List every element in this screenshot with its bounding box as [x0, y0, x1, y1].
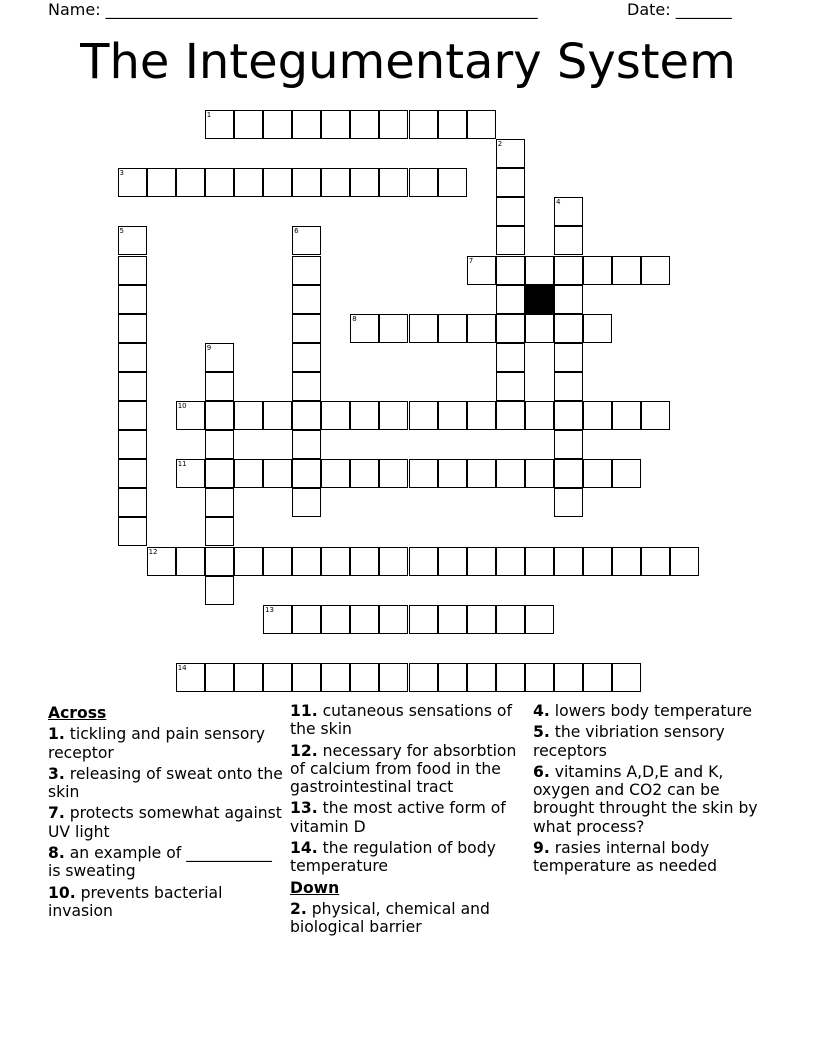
- grid-cell[interactable]: [438, 459, 467, 488]
- grid-cell[interactable]: [263, 547, 292, 576]
- grid-cell[interactable]: [205, 430, 234, 459]
- grid-cell[interactable]: [409, 314, 438, 343]
- grid-cell[interactable]: [467, 459, 496, 488]
- grid-cell[interactable]: [409, 663, 438, 692]
- grid-cell[interactable]: [350, 547, 379, 576]
- cell-number: 3: [119, 169, 124, 178]
- grid-cell[interactable]: [496, 197, 525, 226]
- grid-cell[interactable]: [205, 110, 234, 139]
- grid-cell[interactable]: [292, 343, 321, 372]
- grid-cell[interactable]: [176, 663, 205, 692]
- grid-cell[interactable]: [205, 488, 234, 517]
- grid-cell[interactable]: [234, 459, 263, 488]
- grid-cell[interactable]: [409, 459, 438, 488]
- clue-across-3: 3. releasing of sweat onto the skin: [48, 764, 283, 802]
- grid-cell[interactable]: [292, 547, 321, 576]
- clue-down-6: 6. vitamins A,D,E and K, oxygen and CO2 can be brought throught the skin by what process?: [533, 762, 758, 836]
- grid-cell[interactable]: [292, 285, 321, 314]
- grid-cell[interactable]: [496, 459, 525, 488]
- cell-number: 4: [556, 198, 561, 207]
- cell-number: 7: [468, 256, 474, 265]
- grid-cell[interactable]: [438, 110, 467, 139]
- grid-cell[interactable]: [612, 547, 641, 576]
- cell-number: 1: [206, 111, 212, 119]
- grid-cell[interactable]: [554, 285, 583, 314]
- grid-cell[interactable]: [467, 256, 496, 285]
- grid-cell[interactable]: [350, 605, 379, 634]
- grid-cell[interactable]: [379, 663, 408, 692]
- grid-block-cell: [525, 285, 554, 314]
- grid-cell[interactable]: [554, 197, 583, 226]
- grid-cell[interactable]: [612, 459, 641, 488]
- grid-cell[interactable]: [583, 547, 612, 576]
- cell-number: 13: [265, 605, 274, 614]
- grid-cell[interactable]: [205, 547, 234, 576]
- grid-cell[interactable]: [467, 110, 496, 139]
- grid-cell[interactable]: [496, 139, 525, 168]
- grid-cell[interactable]: [525, 547, 554, 576]
- grid-cell[interactable]: [234, 110, 263, 139]
- grid-cell[interactable]: [409, 547, 438, 576]
- grid-cell[interactable]: [379, 168, 408, 197]
- clue-down-2: 2. physical, chemical and biological barrier: [290, 899, 490, 937]
- grid-cell[interactable]: [496, 401, 525, 430]
- grid-cell[interactable]: [321, 459, 350, 488]
- clues-column-1: [48, 702, 283, 923]
- grid-cell[interactable]: [263, 663, 292, 692]
- grid-cell[interactable]: [438, 401, 467, 430]
- grid-cell[interactable]: [118, 168, 147, 197]
- grid-cell[interactable]: [554, 343, 583, 372]
- grid-cell[interactable]: [496, 605, 525, 634]
- grid-cell[interactable]: [467, 605, 496, 634]
- grid-cell[interactable]: [321, 401, 350, 430]
- grid-cell[interactable]: [641, 401, 670, 430]
- grid-cell[interactable]: [554, 430, 583, 459]
- grid-cell[interactable]: [612, 401, 641, 430]
- grid-cell[interactable]: [292, 430, 321, 459]
- cell-number: 9: [206, 343, 212, 352]
- grid-cell[interactable]: [554, 372, 583, 401]
- grid-cell[interactable]: [321, 663, 350, 692]
- grid-cell[interactable]: [670, 547, 699, 576]
- clue-across-13: 13. the most active form of vitamin D: [290, 799, 506, 836]
- grid-cell[interactable]: [379, 110, 408, 139]
- grid-cell[interactable]: [612, 663, 641, 692]
- grid-cell[interactable]: [583, 314, 612, 343]
- grid-cell[interactable]: [438, 168, 467, 197]
- cell-number: 11: [177, 460, 187, 469]
- grid-cell[interactable]: [118, 517, 147, 546]
- grid-cell[interactable]: [205, 168, 234, 197]
- grid-cell[interactable]: [525, 459, 554, 488]
- grid-cell[interactable]: [292, 663, 321, 692]
- grid-cell[interactable]: [467, 401, 496, 430]
- grid-cell[interactable]: [176, 547, 205, 576]
- grid-cell[interactable]: [292, 459, 321, 488]
- grid-cell[interactable]: [350, 314, 379, 343]
- grid-cell[interactable]: [409, 168, 438, 197]
- grid-cell[interactable]: [525, 256, 554, 285]
- clues-column-3: [533, 702, 773, 879]
- clue-across-12: 12. necessary for absorbtion of calcium from food in the gastrointestinal tract: [290, 741, 517, 797]
- grid-cell[interactable]: [554, 459, 583, 488]
- grid-cell[interactable]: [263, 401, 292, 430]
- grid-cell[interactable]: [583, 663, 612, 692]
- grid-cell[interactable]: [583, 256, 612, 285]
- grid-cell[interactable]: [321, 605, 350, 634]
- clue-down-5: 5. the vibriation sensory receptors: [533, 723, 725, 760]
- clue-across-8: 8. an example of ___________ is sweating: [48, 844, 272, 881]
- grid-cell[interactable]: [496, 547, 525, 576]
- grid-cell[interactable]: [263, 605, 292, 634]
- name-field-label: Name: ______________________________________________________: [48, 0, 538, 19]
- grid-cell[interactable]: [234, 547, 263, 576]
- grid-cell[interactable]: [379, 459, 408, 488]
- grid-cell[interactable]: [554, 547, 583, 576]
- grid-cell[interactable]: [438, 605, 467, 634]
- grid-cell[interactable]: [554, 314, 583, 343]
- grid-cell[interactable]: [525, 401, 554, 430]
- grid-cell[interactable]: [205, 663, 234, 692]
- grid-cell[interactable]: [205, 401, 234, 430]
- grid-cell[interactable]: [292, 168, 321, 197]
- grid-cell[interactable]: [438, 547, 467, 576]
- grid-cell[interactable]: [118, 226, 147, 255]
- grid-cell[interactable]: [554, 663, 583, 692]
- grid-cell[interactable]: [496, 314, 525, 343]
- grid-cell[interactable]: [496, 372, 525, 401]
- grid-cell[interactable]: [641, 256, 670, 285]
- grid-cell[interactable]: [612, 256, 641, 285]
- clue-down-9: 9. rasies internal body temperature as needed: [533, 839, 718, 876]
- grid-cell[interactable]: [350, 110, 379, 139]
- clue-across-11: 11. cutaneous sensations of the skin: [290, 702, 512, 739]
- grid-cell[interactable]: [118, 372, 147, 401]
- grid-cell[interactable]: [263, 110, 292, 139]
- grid-cell[interactable]: [350, 663, 379, 692]
- grid-cell[interactable]: [205, 459, 234, 488]
- grid-cell[interactable]: [147, 547, 176, 576]
- grid-cell[interactable]: [118, 459, 147, 488]
- grid-cell[interactable]: [205, 343, 234, 372]
- cell-number: 5: [119, 227, 124, 236]
- grid-cell[interactable]: [205, 576, 234, 605]
- grid-cell[interactable]: [321, 168, 350, 197]
- cell-number: 12: [148, 547, 158, 556]
- grid-cell[interactable]: [176, 168, 205, 197]
- grid-cell[interactable]: [496, 285, 525, 314]
- cell-number: 8: [352, 314, 357, 323]
- grid-cell[interactable]: [496, 226, 525, 255]
- grid-cell[interactable]: [583, 459, 612, 488]
- clue-down-4: 4. lowers body temperature: [533, 702, 753, 720]
- grid-cell[interactable]: [379, 401, 408, 430]
- grid-cell[interactable]: [118, 401, 147, 430]
- grid-cell[interactable]: [379, 547, 408, 576]
- grid-cell[interactable]: [641, 547, 670, 576]
- grid-cell[interactable]: [350, 401, 379, 430]
- grid-cell[interactable]: [438, 663, 467, 692]
- cell-number: 2: [497, 140, 503, 149]
- clue-across-7: 7. protects somewhat against UV light: [48, 804, 282, 841]
- grid-cell[interactable]: [176, 459, 205, 488]
- grid-cell[interactable]: [147, 168, 176, 197]
- clue-across-10: 10. prevents bacterial invasion: [48, 883, 223, 920]
- grid-cell[interactable]: [409, 605, 438, 634]
- grid-cell[interactable]: [292, 401, 321, 430]
- grid-cell[interactable]: [263, 459, 292, 488]
- grid-cell[interactable]: [292, 605, 321, 634]
- grid-cell[interactable]: [350, 168, 379, 197]
- grid-cell[interactable]: [467, 547, 496, 576]
- grid-cell[interactable]: [292, 110, 321, 139]
- down-heading: Down: [290, 878, 340, 897]
- grid-cell[interactable]: [321, 547, 350, 576]
- grid-cell[interactable]: [379, 314, 408, 343]
- grid-cell[interactable]: [205, 372, 234, 401]
- grid-cell[interactable]: [118, 343, 147, 372]
- grid-cell[interactable]: [525, 663, 554, 692]
- grid-cell[interactable]: [496, 256, 525, 285]
- grid-cell[interactable]: [292, 314, 321, 343]
- grid-cell[interactable]: [467, 314, 496, 343]
- grid-cell[interactable]: [292, 256, 321, 285]
- page-title: The Integumentary System: [80, 34, 736, 90]
- grid-cell[interactable]: [205, 517, 234, 546]
- grid-cell[interactable]: [409, 401, 438, 430]
- grid-cell[interactable]: [234, 401, 263, 430]
- grid-cell[interactable]: [554, 401, 583, 430]
- grid-cell[interactable]: [234, 168, 263, 197]
- grid-cell[interactable]: [321, 110, 350, 139]
- grid-cell[interactable]: [118, 256, 147, 285]
- grid-cell[interactable]: [496, 343, 525, 372]
- grid-cell[interactable]: [525, 314, 554, 343]
- grid-cell[interactable]: [467, 663, 496, 692]
- cell-number: 6: [294, 227, 299, 236]
- grid-cell[interactable]: [554, 256, 583, 285]
- cell-number: 10: [177, 402, 187, 410]
- grid-cell[interactable]: [234, 663, 263, 692]
- grid-cell[interactable]: [583, 401, 612, 430]
- grid-cell[interactable]: [292, 226, 321, 255]
- date-field-label: Date: _______: [627, 0, 732, 19]
- grid-cell[interactable]: [118, 430, 147, 459]
- across-heading: Across: [48, 704, 107, 722]
- grid-cell[interactable]: [554, 488, 583, 517]
- grid-cell[interactable]: [263, 168, 292, 197]
- clue-across-14: 14. the regulation of body temperature: [290, 839, 496, 876]
- grid-cell[interactable]: [176, 401, 205, 430]
- grid-cell[interactable]: [118, 314, 147, 343]
- grid-cell[interactable]: [292, 488, 321, 517]
- clues-column-2: [290, 702, 528, 940]
- cell-number: 14: [177, 663, 187, 672]
- grid-cell[interactable]: [292, 372, 321, 401]
- grid-cell[interactable]: [379, 605, 408, 634]
- clue-across-1: 1. tickling and pain sensory receptor: [48, 725, 266, 762]
- grid-cell[interactable]: [350, 459, 379, 488]
- grid-cell[interactable]: [409, 110, 438, 139]
- grid-cell[interactable]: [554, 226, 583, 255]
- grid-cell[interactable]: [118, 488, 147, 517]
- grid-cell[interactable]: [438, 314, 467, 343]
- grid-cell[interactable]: [496, 663, 525, 692]
- grid-cell[interactable]: [496, 168, 525, 197]
- grid-cell[interactable]: [118, 285, 147, 314]
- grid-cell[interactable]: [525, 605, 554, 634]
